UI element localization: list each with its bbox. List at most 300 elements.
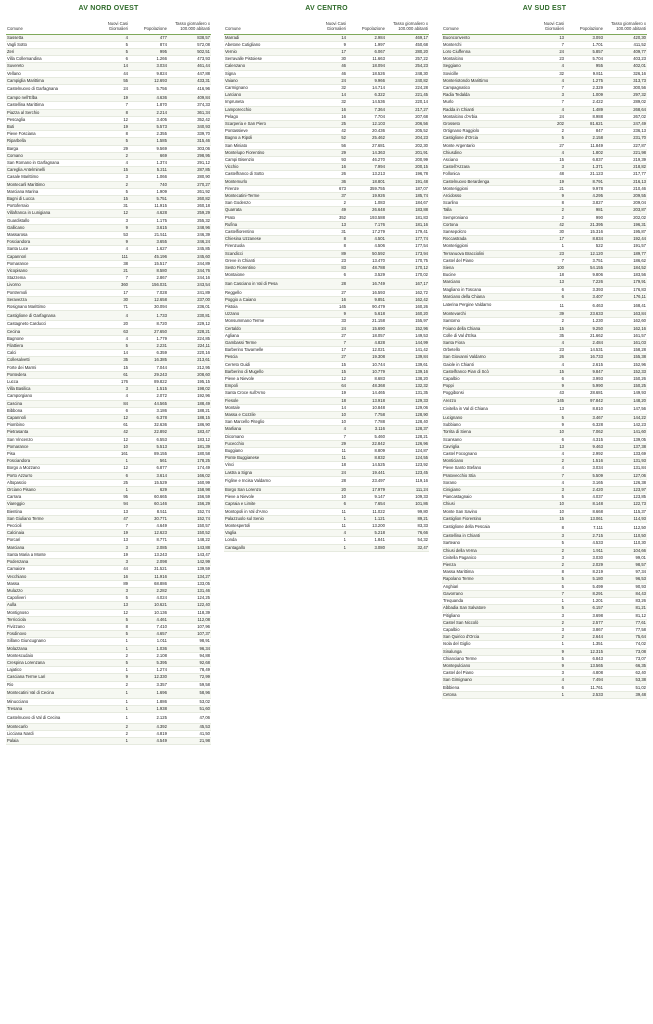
table-row xyxy=(224,412,429,419)
cell-comune: Camaiore xyxy=(6,566,100,573)
table-row xyxy=(442,250,647,257)
cell-comune: Barberino di Mugello xyxy=(224,368,318,375)
cell-tasso: 141,42 xyxy=(386,347,429,354)
cell-popolazione: 1.733 xyxy=(129,311,168,321)
region-table xyxy=(442,14,647,699)
cell-popolazione: 81.621 xyxy=(565,120,604,127)
cell-comune: Foiano della Chiana xyxy=(442,325,536,332)
cell-comune: Capalbio xyxy=(442,626,536,633)
cell-nuovi-casi: 19 xyxy=(536,178,565,185)
cell-nuovi-casi: 10 xyxy=(536,508,565,515)
cell-nuovi-casi: 12 xyxy=(318,376,347,383)
cell-comune: Castellina Marittima xyxy=(6,102,100,109)
cell-nuovi-casi: 111 xyxy=(100,253,129,260)
cell-nuovi-casi: 28 xyxy=(318,279,347,289)
cell-nuovi-casi: 100 xyxy=(536,265,565,272)
cell-comune: Abbadia San Salvatore xyxy=(442,605,536,612)
cell-tasso: 179,41 xyxy=(386,228,429,235)
table-row xyxy=(224,113,429,120)
cell-comune: Scarlino xyxy=(442,200,536,207)
cell-comune: Magliano in Toscana xyxy=(442,286,536,293)
cell-nuovi-casi: 2 xyxy=(536,128,565,135)
cell-popolazione: 7.494 xyxy=(565,677,604,684)
cell-popolazione: 1.515 xyxy=(129,386,168,393)
table-row xyxy=(442,501,647,508)
cell-comune: San Marcello Piteglio xyxy=(224,419,318,426)
cell-nuovi-casi: 14 xyxy=(100,63,129,70)
table-row xyxy=(224,265,429,272)
cell-comune: Piombino xyxy=(6,422,100,429)
cell-nuovi-casi: 42 xyxy=(100,429,129,436)
cell-nuovi-casi: 7 xyxy=(536,472,565,479)
cell-tasso: 291,12 xyxy=(168,159,211,166)
cell-tasso: 200,99 xyxy=(386,156,429,163)
cell-nuovi-casi: 24 xyxy=(536,113,565,120)
cell-popolazione: 7.758 xyxy=(347,412,386,419)
cell-popolazione: 2.420 xyxy=(565,487,604,494)
cell-nuovi-casi: 5 xyxy=(100,138,129,145)
cell-popolazione: 3.080 xyxy=(347,544,386,551)
table-row xyxy=(442,605,647,612)
cell-nuovi-casi: 25 xyxy=(100,479,129,486)
cell-comune: Riparbella xyxy=(6,138,100,145)
table-row xyxy=(224,304,429,311)
table-row xyxy=(442,655,647,662)
cell-tasso: 180,58 xyxy=(168,451,211,458)
cell-nuovi-casi: 30 xyxy=(536,228,565,235)
cell-tasso: 162,16 xyxy=(604,325,647,332)
cell-comune: Bientina xyxy=(6,508,100,515)
cell-tasso: 144,22 xyxy=(604,415,647,422)
table-row xyxy=(442,562,647,569)
table-row xyxy=(224,99,429,106)
table-row xyxy=(224,368,429,375)
cell-comune: Seggiano xyxy=(442,63,536,70)
cell-popolazione: 3.467 xyxy=(565,415,604,422)
cell-comune: Capannori xyxy=(6,253,100,260)
cell-popolazione: 2.484 xyxy=(565,340,604,347)
table-row xyxy=(6,515,211,522)
cell-popolazione: 3.093 xyxy=(565,34,604,41)
cell-tasso: 207,68 xyxy=(386,113,429,120)
cell-popolazione: 3.655 xyxy=(129,239,168,246)
cell-popolazione: 17.279 xyxy=(347,228,386,235)
table-row xyxy=(442,443,647,450)
cell-comune: Monteriggioni xyxy=(442,185,536,192)
cell-nuovi-casi: 11 xyxy=(318,448,347,455)
cell-nuovi-casi: 43 xyxy=(536,390,565,397)
cell-comune: Tresana xyxy=(6,706,100,713)
cell-nuovi-casi: 7 xyxy=(100,523,129,530)
cell-tasso: 83,26 xyxy=(604,598,647,605)
cell-tasso: 158,98 xyxy=(168,487,211,494)
cell-popolazione: 10.621 xyxy=(129,602,168,609)
cell-nuovi-casi: 11 xyxy=(536,301,565,311)
cell-nuovi-casi: 5 xyxy=(100,343,129,350)
cell-comune: Castellina in Chianti xyxy=(442,533,536,540)
cell-tasso: 149,53 xyxy=(386,332,429,339)
table-row xyxy=(6,659,211,666)
cell-tasso: 219,39 xyxy=(604,156,647,163)
table-row xyxy=(442,677,647,684)
cell-popolazione: 14.714 xyxy=(347,84,386,91)
cell-nuovi-casi: 4 xyxy=(536,63,565,70)
cell-popolazione: 89.822 xyxy=(129,379,168,386)
cell-tasso: 75,64 xyxy=(604,634,647,641)
cell-nuovi-casi: 5 xyxy=(100,188,129,195)
cell-popolazione: 4.506 xyxy=(347,243,386,250)
cell-nuovi-casi: 4 xyxy=(536,149,565,156)
table-row xyxy=(6,357,211,364)
cell-popolazione: 1.627 xyxy=(129,246,168,253)
cell-comune: Greve in Chianti xyxy=(224,257,318,264)
cell-comune: Castelfiorentino xyxy=(224,228,318,235)
cell-comune: Palazzuolo sul Senio xyxy=(224,515,318,522)
region-table xyxy=(6,14,211,745)
cell-comune: Montespertoli xyxy=(224,523,318,530)
cell-popolazione: 2.231 xyxy=(129,343,168,350)
cell-nuovi-casi: 15 xyxy=(100,195,129,202)
table-row xyxy=(6,296,211,303)
cell-comune: Castagneto Carducci xyxy=(6,321,100,328)
cell-tasso: 119,16 xyxy=(386,476,429,486)
cell-nuovi-casi: 8 xyxy=(536,200,565,207)
cell-nuovi-casi: 3 xyxy=(536,670,565,677)
cell-tasso: 162,72 xyxy=(386,289,429,296)
cell-nuovi-casi: 29 xyxy=(100,145,129,152)
cell-tasso: 196,31 xyxy=(604,221,647,228)
cell-popolazione: 1.011 xyxy=(129,638,168,645)
table-row xyxy=(224,325,429,332)
cell-popolazione: 13.918 xyxy=(347,397,386,404)
cell-comune: Castelnuovo di Garfagnana xyxy=(6,84,100,94)
cell-tasso: 137,38 xyxy=(604,443,647,450)
table-header-row xyxy=(224,14,429,34)
cell-comune: Fosciandora xyxy=(6,239,100,246)
cell-nuovi-casi: 9 xyxy=(100,674,129,681)
cell-popolazione: 6.463 xyxy=(565,301,604,311)
cell-comune: Montaione xyxy=(224,272,318,279)
cell-popolazione: 7.654 xyxy=(347,501,386,508)
cell-comune: Santa Maria a Monte xyxy=(6,551,100,558)
cell-popolazione: 27.650 xyxy=(129,328,168,335)
table-row xyxy=(6,645,211,652)
table-row xyxy=(6,631,211,638)
cell-tasso: 134,27 xyxy=(168,573,211,580)
cell-popolazione: 18.094 xyxy=(347,63,386,70)
cell-tasso: 131,46 xyxy=(168,587,211,594)
cell-comune: Guardistallo xyxy=(6,217,100,224)
cell-tasso: 176,83 xyxy=(604,286,647,293)
cell-comune: Orciano Pisano xyxy=(6,487,100,494)
cell-tasso: 248,96 xyxy=(168,224,211,231)
header-tasso: Tasso giornaliero x 100.000 abitanti xyxy=(604,14,647,34)
cell-popolazione: 27.681 xyxy=(347,142,386,149)
cell-tasso: 150,26 xyxy=(604,376,647,383)
cell-popolazione: 48.368 xyxy=(347,383,386,390)
cell-nuovi-casi: 3 xyxy=(536,612,565,619)
cell-tasso: 224,11 xyxy=(168,343,211,350)
table-row xyxy=(442,612,647,619)
cell-comune: Chiusdino xyxy=(442,149,536,156)
cell-nuovi-casi: 12 xyxy=(100,210,129,217)
cell-tasso: 167,17 xyxy=(386,279,429,289)
cell-popolazione: 4.037 xyxy=(565,494,604,501)
cell-comune: Comano xyxy=(6,152,100,159)
cell-nuovi-casi: 26 xyxy=(536,354,565,361)
cell-comune: Campo nell'Elba xyxy=(6,95,100,102)
cell-nuovi-casi: 5 xyxy=(100,659,129,666)
cell-tasso: 149,93 xyxy=(604,390,647,397)
cell-popolazione: 25.462 xyxy=(347,135,386,142)
cell-comune: Laterina Pergine Valdarno xyxy=(442,301,536,311)
table-row xyxy=(442,422,647,429)
cell-nuovi-casi: 8 xyxy=(318,236,347,243)
cell-tasso: 361,34 xyxy=(168,109,211,116)
table-row xyxy=(224,397,429,404)
cell-comune: Molazzana xyxy=(6,645,100,652)
cell-nuovi-casi: 24 xyxy=(100,84,129,94)
table-row xyxy=(6,580,211,587)
cell-popolazione: 18.801 xyxy=(347,178,386,185)
table-row xyxy=(442,458,647,465)
cell-nuovi-casi: 44 xyxy=(100,566,129,573)
table-row xyxy=(6,138,211,145)
cell-nuovi-casi: 32 xyxy=(318,99,347,106)
cell-comune: Larciano xyxy=(224,92,318,99)
cell-tasso: 90,93 xyxy=(604,583,647,590)
cell-popolazione: 3.614 xyxy=(129,472,168,479)
table-row xyxy=(6,587,211,594)
cell-comune: Roccastrada xyxy=(442,236,536,243)
table-row xyxy=(6,530,211,537)
cell-tasso: 83,33 xyxy=(386,523,429,530)
cell-nuovi-casi: 32 xyxy=(536,70,565,77)
cell-nuovi-casi: 6 xyxy=(536,293,565,300)
cell-popolazione: 9.569 xyxy=(129,145,168,152)
table-row xyxy=(442,185,647,192)
table-row xyxy=(224,257,429,264)
cell-popolazione: 11.663 xyxy=(347,56,386,63)
cell-nuovi-casi: 2 xyxy=(536,318,565,325)
cell-tasso: 139,05 xyxy=(604,436,647,443)
cell-nuovi-casi: 53 xyxy=(100,231,129,238)
cell-tasso: 178,25 xyxy=(168,458,211,465)
cell-comune: Montelupo Fiorentino xyxy=(224,149,318,156)
cell-comune: Firenzuola xyxy=(224,243,318,250)
table-row xyxy=(442,293,647,300)
cell-popolazione: 54.155 xyxy=(565,265,604,272)
cell-nuovi-casi: 4 xyxy=(536,677,565,684)
cell-comune: Marciana xyxy=(6,544,100,551)
cell-comune: Casciana Terme Lari xyxy=(6,674,100,681)
cell-popolazione: 522 xyxy=(565,243,604,250)
table-row xyxy=(6,84,211,94)
cell-tasso: 107,96 xyxy=(168,623,211,630)
cell-popolazione: 3.186 xyxy=(129,407,168,414)
cell-tasso: 352,42 xyxy=(168,116,211,123)
cell-comune: Montevarchi xyxy=(442,311,536,318)
cell-nuovi-casi: 30 xyxy=(318,56,347,63)
table-row xyxy=(442,286,647,293)
cell-tasso: 142,23 xyxy=(604,422,647,429)
cell-nuovi-casi: 1 xyxy=(536,243,565,250)
cell-popolazione: 7.364 xyxy=(347,106,386,113)
cell-nuovi-casi: 6 xyxy=(100,56,129,63)
cell-nuovi-casi: 12 xyxy=(100,465,129,472)
cell-comune: Capalbio xyxy=(442,376,536,383)
cell-nuovi-casi: 6 xyxy=(100,472,129,479)
cell-tasso: 267,02 xyxy=(604,113,647,120)
cell-nuovi-casi: 61 xyxy=(100,422,129,429)
cell-comune: Stazzema xyxy=(6,275,100,282)
cell-tasso: 124,55 xyxy=(386,455,429,462)
table-row xyxy=(442,156,647,163)
cell-tasso: 174,49 xyxy=(168,465,211,472)
table-row xyxy=(6,34,211,41)
table-row xyxy=(442,106,647,113)
cell-nuovi-casi: 16 xyxy=(318,113,347,120)
cell-nuovi-casi: 23 xyxy=(318,257,347,264)
cell-tasso: 152,74 xyxy=(168,508,211,515)
cell-comune: Bagnone xyxy=(6,335,100,342)
table-row xyxy=(6,537,211,544)
cell-comune: Ortignano Raggiolo xyxy=(442,128,536,135)
table-row xyxy=(224,515,429,522)
cell-nuovi-casi: 2 xyxy=(536,207,565,214)
cell-popolazione: 21.511 xyxy=(129,231,168,238)
cell-popolazione: 14.536 xyxy=(347,99,386,106)
cell-nuovi-casi: 8 xyxy=(100,109,129,116)
table-row xyxy=(442,515,647,522)
cell-nuovi-casi: 8 xyxy=(318,243,347,250)
cell-comune: Pontassieve xyxy=(224,128,318,135)
table-row xyxy=(442,383,647,390)
header-nuovi-casi: Nuovi Casi Giornalieri xyxy=(318,14,347,34)
cell-tasso: 203,87 xyxy=(604,207,647,214)
cell-popolazione: 3.867 xyxy=(565,626,604,633)
cell-comune: Vecchiano xyxy=(6,573,100,580)
cell-popolazione: 669 xyxy=(129,152,168,159)
cell-comune: Buggiano xyxy=(224,448,318,455)
cell-tasso: 195,15 xyxy=(168,379,211,386)
table-row xyxy=(6,551,211,558)
cell-nuovi-casi: 1 xyxy=(100,638,129,645)
cell-nuovi-casi: 7 xyxy=(536,84,565,91)
table-row xyxy=(6,422,211,429)
cell-tasso: 201,91 xyxy=(386,149,429,156)
cell-nuovi-casi: 63 xyxy=(100,328,129,335)
cell-popolazione: 21.123 xyxy=(565,171,604,178)
cell-tasso: 246,39 xyxy=(168,231,211,238)
cell-nuovi-casi: 89 xyxy=(100,580,129,587)
cell-nuovi-casi: 11 xyxy=(318,508,347,515)
cell-popolazione: 2.422 xyxy=(565,99,604,106)
cell-tasso: 245,60 xyxy=(168,253,211,260)
cell-comune: Chiusi xyxy=(442,501,536,508)
table-row xyxy=(6,723,211,730)
cell-comune: Lucca xyxy=(6,379,100,386)
cell-nuovi-casi: 6 xyxy=(536,376,565,383)
table-row xyxy=(224,84,429,91)
cell-comune: Pietrasanta xyxy=(6,429,100,436)
cell-popolazione: 981 xyxy=(565,207,604,214)
cell-popolazione: 2.644 xyxy=(565,634,604,641)
cell-tasso: 58,96 xyxy=(168,688,211,698)
cell-comune: Figline e Incisa Valdarno xyxy=(224,476,318,486)
cell-tasso: 98,91 xyxy=(168,638,211,645)
cell-tasso: 191,48 xyxy=(386,178,429,185)
cell-tasso: 162,42 xyxy=(386,296,429,303)
cell-tasso: 155,97 xyxy=(386,318,429,325)
cell-comune: Vagli Sotto xyxy=(6,41,100,48)
cell-popolazione: 30.771 xyxy=(129,515,168,522)
cell-tasso: 409,84 xyxy=(168,95,211,102)
cell-popolazione: 5.704 xyxy=(565,56,604,63)
cell-tasso: 47,06 xyxy=(168,713,211,723)
cell-comune: Londa xyxy=(224,537,318,544)
table-row xyxy=(442,619,647,626)
cell-comune: San Giuliano Terme xyxy=(6,515,100,522)
cell-tasso: 244,76 xyxy=(168,267,211,274)
cell-nuovi-casi: 15 xyxy=(318,361,347,368)
cell-tasso: 32,47 xyxy=(386,544,429,551)
cell-tasso: 236,01 xyxy=(168,304,211,311)
cell-comune: Siena xyxy=(442,265,536,272)
cell-nuovi-casi: 84 xyxy=(100,400,129,407)
cell-comune: Santa Fiora xyxy=(442,340,536,347)
cell-nuovi-casi: 38 xyxy=(100,260,129,267)
table-row xyxy=(442,171,647,178)
cell-tasso: 147,56 xyxy=(604,404,647,414)
cell-nuovi-casi: 2 xyxy=(100,730,129,737)
table-row xyxy=(6,123,211,130)
cell-popolazione: 21.662 xyxy=(565,332,604,339)
cell-tasso: 184,52 xyxy=(604,265,647,272)
table-row xyxy=(6,181,211,188)
cell-popolazione: 8.834 xyxy=(565,236,604,243)
cell-nuovi-casi: 17 xyxy=(318,347,347,354)
cell-nuovi-casi: 5 xyxy=(536,605,565,612)
cell-comune: Massa Marittima xyxy=(442,569,536,576)
cell-popolazione: 193.588 xyxy=(347,214,386,221)
cell-popolazione: 9.806 xyxy=(565,272,604,279)
cell-comune: Seravezza xyxy=(6,296,100,303)
cell-nuovi-casi: 7 xyxy=(318,433,347,440)
cell-popolazione: 3.615 xyxy=(129,224,168,231)
cell-tasso: 246,24 xyxy=(168,239,211,246)
cell-tasso: 101,86 xyxy=(386,501,429,508)
cell-popolazione: 14.531 xyxy=(565,347,604,354)
table-row xyxy=(6,145,211,152)
cell-tasso: 231,70 xyxy=(604,135,647,142)
cell-comune: Monticiano xyxy=(442,458,536,465)
cell-tasso: 224,85 xyxy=(168,335,211,342)
cell-comune: Piancastagnaio xyxy=(442,494,536,501)
cell-popolazione: 1.841 xyxy=(347,537,386,544)
cell-nuovi-casi: 9 xyxy=(100,239,129,246)
cell-comune: Barberino Tavarnelle xyxy=(224,347,318,354)
cell-popolazione: 8.219 xyxy=(565,569,604,576)
cell-comune: Certaldo xyxy=(224,325,318,332)
cell-nuovi-casi: 2 xyxy=(318,200,347,207)
cell-comune: Monsummano Terme xyxy=(224,318,318,325)
cell-popolazione: 9.966 xyxy=(347,77,386,84)
cell-nuovi-casi: 3 xyxy=(536,626,565,633)
cell-popolazione: 50.592 xyxy=(347,250,386,257)
table-row xyxy=(6,443,211,450)
table-row xyxy=(442,404,647,414)
